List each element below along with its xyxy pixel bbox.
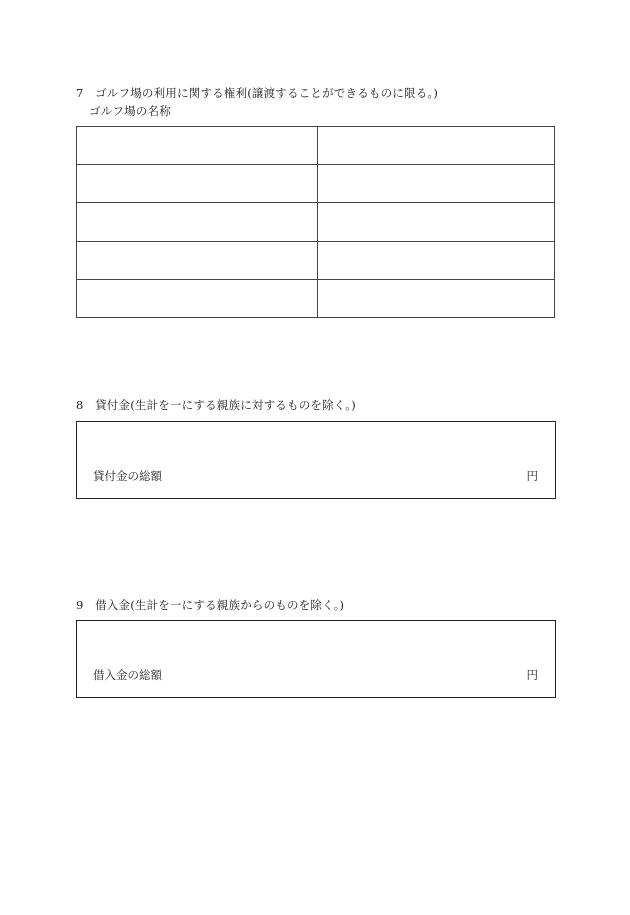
golf-course-name-label: ゴルフ場の名称 <box>89 104 171 118</box>
borrowings-total-label: 借入金の総額 <box>93 668 162 682</box>
section-9-heading <box>76 598 344 612</box>
golf-course-detail-cell[interactable] <box>318 279 555 317</box>
section-8-heading <box>76 398 356 412</box>
table-row <box>77 203 555 241</box>
golf-course-name-cell[interactable] <box>77 127 318 165</box>
golf-course-detail-cell[interactable] <box>318 127 555 165</box>
golf-course-name-cell[interactable] <box>77 165 318 203</box>
table-row <box>77 241 555 279</box>
section-7-title: ゴルフ場の利用に関する権利(譲渡することができるものに限る。) <box>95 86 439 100</box>
section-9-title: 借入金(生計を一にする親族からのものを除く。) <box>95 598 345 612</box>
section-8-number: 8 <box>76 398 84 412</box>
yen-unit: 円 <box>526 668 538 682</box>
section-9-number: 9 <box>76 598 84 612</box>
section-8-title: 貸付金(生計を一にする親族に対するものを除く。) <box>95 398 356 412</box>
golf-rights-table <box>76 126 555 318</box>
golf-course-detail-cell[interactable] <box>318 203 555 241</box>
golf-course-name-cell[interactable] <box>77 279 318 317</box>
golf-course-detail-cell[interactable] <box>318 165 555 203</box>
section-7-number: 7 <box>76 86 84 100</box>
table-row <box>77 279 555 317</box>
borrowings-box[interactable] <box>76 620 556 698</box>
table-row <box>77 165 555 203</box>
golf-course-detail-cell[interactable] <box>318 241 555 279</box>
section-7-heading <box>76 86 438 100</box>
yen-unit: 円 <box>526 469 538 483</box>
loans-receivable-total-label: 貸付金の総額 <box>93 469 162 483</box>
table-row <box>77 127 555 165</box>
golf-course-name-cell[interactable] <box>77 203 318 241</box>
loans-receivable-box[interactable] <box>76 421 556 499</box>
golf-course-name-cell[interactable] <box>77 241 318 279</box>
